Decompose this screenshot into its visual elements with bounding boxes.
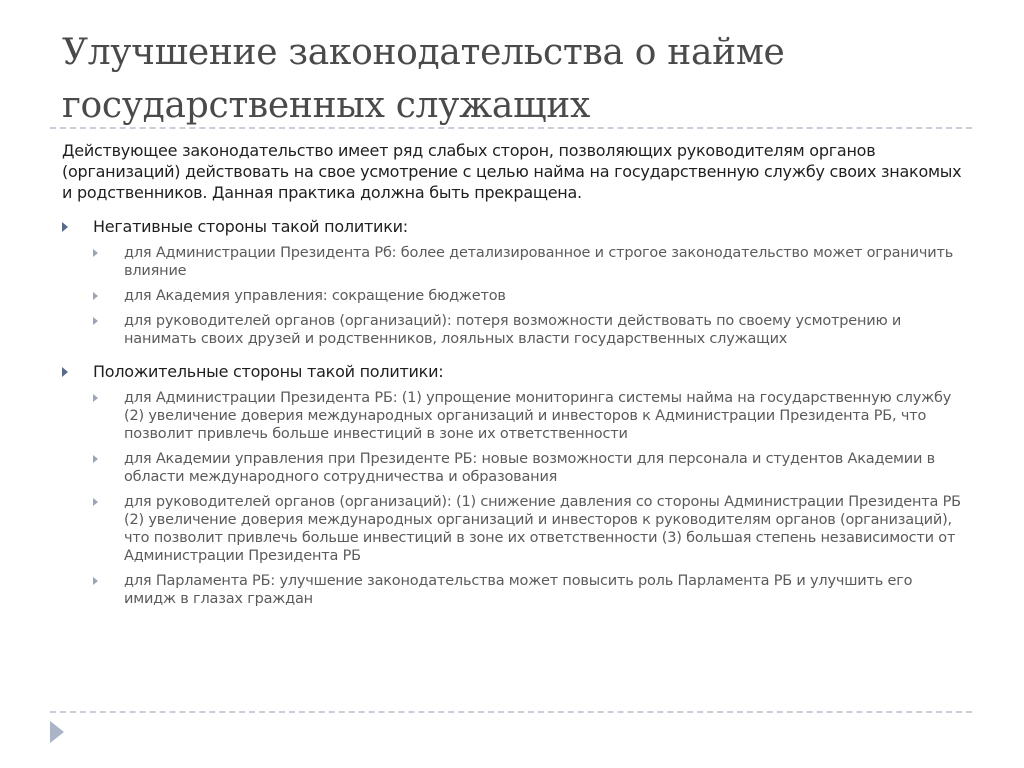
list-item-text: для руководителей органов (организаций): потеря возможности действовать по своему усмотрению и нанимать своих друзей и родственников, лояльных власти государственных служащих (124, 313, 902, 347)
list-item (62, 572, 962, 608)
section-heading-text: Негативные стороны такой политики: (93, 217, 408, 236)
slide-body (62, 140, 962, 615)
section-heading-text: Положительные стороны такой политики: (93, 362, 444, 381)
section-negative-list (62, 244, 962, 348)
triangle-bullet-icon (93, 317, 98, 325)
triangle-bullet-icon (62, 367, 68, 377)
section-positive-list (62, 389, 962, 608)
triangle-bullet-icon (93, 498, 98, 506)
list-item (62, 450, 962, 486)
play-arrow-icon[interactable] (50, 721, 64, 743)
list-item-text: для руководителей органов (организаций): (1) снижение давления со стороны Администрации Президента РБ (2) увеличение доверия международных организаций и инвесторов к руководителям органов (организаций), что позволит привлечь больше инвестиций в зоне их ответственности (3) большая степень независимости от Администрации Президента РБ (124, 494, 961, 564)
list-item (62, 287, 962, 305)
list-item (62, 493, 962, 565)
slide-title (62, 26, 962, 132)
triangle-bullet-icon (93, 577, 98, 585)
intro-paragraph: Действующее законодательство имеет ряд слабых сторон, позволяющих руководителям органов (организаций) действовать на свое усмотрение с целью найма на государственную службу своих знакомых и родственников. Данная практика должна быть прекращена. (62, 141, 962, 202)
list-item (62, 312, 962, 348)
section-positive-heading (62, 361, 962, 382)
slide-title-line-2: государственных служащих (62, 85, 590, 126)
triangle-bullet-icon (93, 455, 98, 463)
triangle-bullet-icon (62, 222, 68, 232)
section-negative-heading (62, 216, 962, 237)
list-item-text: для Администрации Президента Рб: более детализированное и строгое законодательство может ограничить влияние (124, 245, 954, 279)
top-divider (50, 127, 972, 129)
list-item (62, 389, 962, 443)
list-item-text: для Академии управления при Президенте РБ: новые возможности для персонала и студентов Академии в области международного сотрудничества и образования (124, 451, 935, 485)
slide-title-line-1: Улучшение законодательства о найме (62, 32, 785, 73)
triangle-bullet-icon (93, 292, 98, 300)
list-item (62, 244, 962, 280)
bottom-divider (50, 711, 972, 713)
list-item-text: для Администрации Президента РБ: (1) упрощение мониторинга системы найма на государственную службу (2) увеличение доверия международных организаций и инвесторов к Администрации Президента РБ, что позволит привлечь больше инвестиций в зоне их ответственности (124, 390, 952, 442)
list-item-text: для Парламента РБ: улучшение законодательства может повысить роль Парламента РБ и улучшить его имидж в глазах граждан (124, 573, 913, 607)
triangle-bullet-icon (93, 394, 98, 402)
triangle-bullet-icon (93, 249, 98, 257)
list-item-text: для Академия управления: сокращение бюджетов (124, 288, 506, 304)
